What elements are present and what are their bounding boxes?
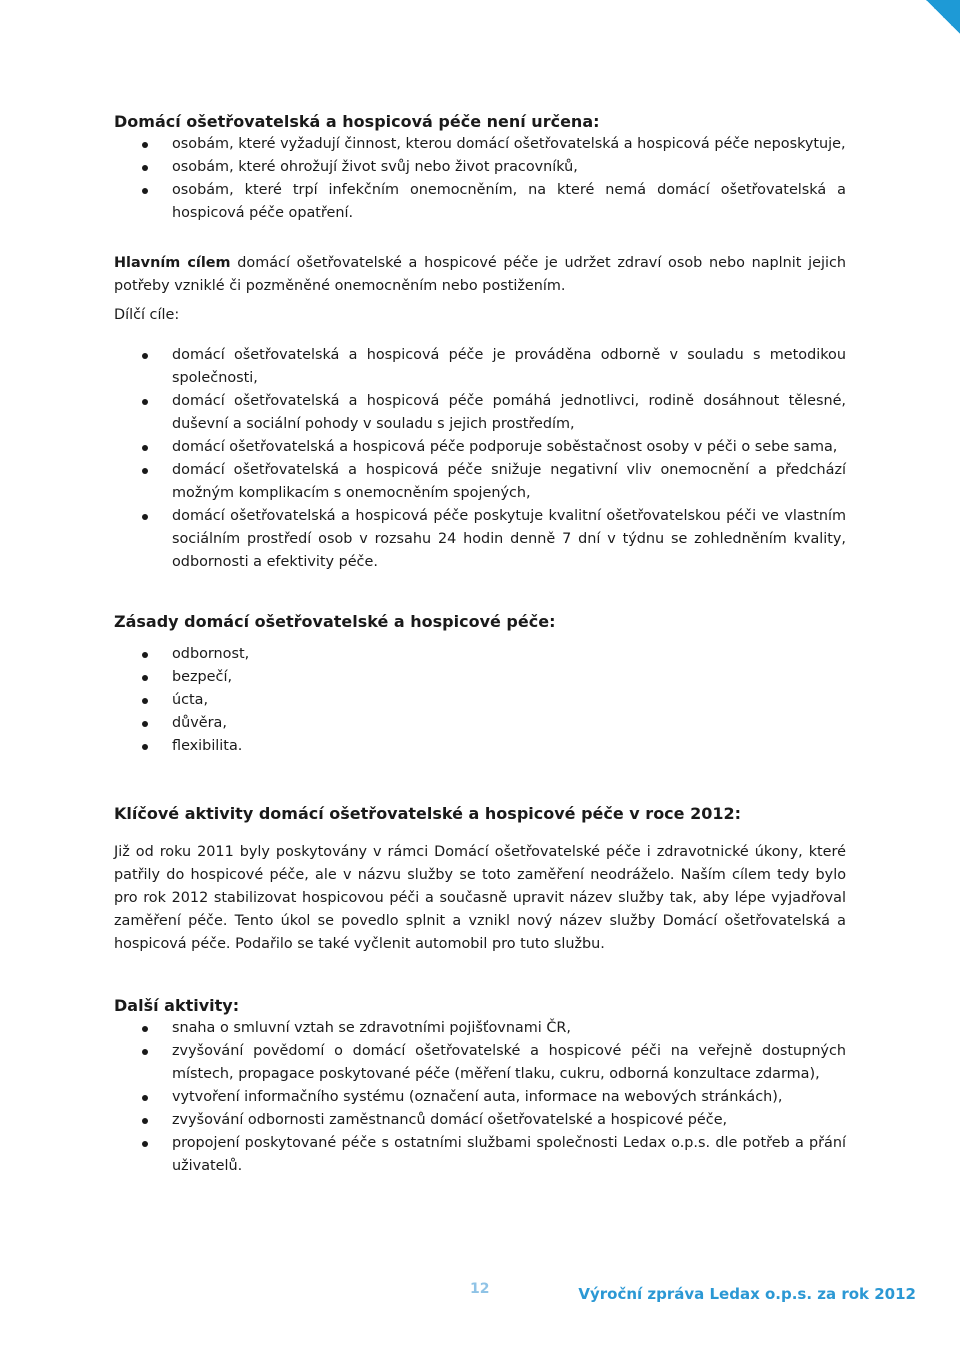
subgoals-list: [114, 344, 846, 574]
main-goal-text: domácí ošetřovatelské a hospicové péče je udržet zdraví osob nebo naplnit jejich potřeby vzniklé či pozměněné onemocněním nebo postižením.: [114, 255, 847, 294]
list-item: osobám, které trpí infekčním onemocněním, na které nemá domácí ošetřovatelská a hospicová péče opatření.: [114, 179, 846, 225]
list-item: domácí ošetřovatelská a hospicová péče pomáhá jednotlivci, rodině dosáhnout tělesné, duševní a sociální pohody v souladu s jejich prostředím,: [114, 390, 846, 436]
list-item: úcta,: [114, 689, 846, 712]
list-item: domácí ošetřovatelská a hospicová péče poskytuje kvalitní ošetřovatelskou péči ve vlastním sociálním prostředí osob v rozsahu 24 hodin denně 7 dní v týdnu se zohledněním kvality, odbornosti a efektivity péče.: [114, 505, 846, 574]
list-item: bezpečí,: [114, 666, 846, 689]
main-goal-bold: Hlavním cílem: [114, 255, 231, 271]
list-item: zvyšování povědomí o domácí ošetřovatelské a hospicové péči na veřejně dostupných místech, propagace poskytované péče (měření tlaku, cukru, odborná konzultace zdarma),: [114, 1040, 846, 1086]
list-item: odbornost,: [114, 643, 846, 666]
section-heading-not-intended: Domácí ošetřovatelská a hospicová péče není určena:: [114, 112, 600, 131]
not-intended-list: [114, 133, 846, 225]
list-item: vytvoření informačního systému (označení auta, informace na webových stránkách),: [114, 1086, 846, 1109]
list-item: flexibilita.: [114, 735, 846, 758]
list-item: osobám, které vyžadují činnost, kterou domácí ošetřovatelská a hospicová péče neposkytuje,: [114, 133, 846, 156]
main-goal-paragraph: [114, 252, 846, 298]
list-item: domácí ošetřovatelská a hospicová péče snižuje negativní vliv onemocnění a předchází možným komplikacím s onemocněním spojených,: [114, 459, 846, 505]
section-heading-other-activities: Další aktivity:: [114, 996, 240, 1015]
list-item: osobám, které ohrožují život svůj nebo život pracovníků,: [114, 156, 846, 179]
key-activities-paragraph: Již od roku 2011 byly poskytovány v rámci Domácí ošetřovatelské péče i zdravotnické úkony, které patřily do hospicové péče, ale v názvu služby se toto zaměření neodráželo. Naším cílem tedy bylo pro rok 2012 stabilizovat hospicovou péči a současně upravit název služby tak, aby lépe vyjadřoval zaměření péče. Tento úkol se povedlo splnit a vznikl nový název služby Domácí ošetřovatelská a hospicová péče. Podařilo se také vyčlenit automobil pro tuto službu.: [114, 844, 846, 952]
subgoals-label: Dílčí cíle:: [114, 307, 180, 323]
list-item: snaha o smluvní vztah se zdravotními pojišťovnami ČR,: [114, 1017, 846, 1040]
footer-title: Výroční zpráva Ledax o.p.s. za rok 2012: [578, 1285, 916, 1303]
page-content: [114, 112, 846, 1178]
list-item: důvěra,: [114, 712, 846, 735]
section-heading-principles: Zásady domácí ošetřovatelské a hospicové péče:: [114, 612, 556, 631]
list-item: propojení poskytované péče s ostatními službami společnosti Ledax o.p.s. dle potřeb a přání uživatelů.: [114, 1132, 846, 1178]
page-number: 12: [470, 1281, 490, 1297]
other-activities-list: [114, 1017, 846, 1178]
list-item: domácí ošetřovatelská a hospicová péče podporuje soběstačnost osoby v péči o sebe sama,: [114, 436, 846, 459]
corner-decoration: [926, 0, 960, 34]
section-heading-key-activities: Klíčové aktivity domácí ošetřovatelské a hospicové péče v roce 2012:: [114, 804, 742, 823]
list-item: domácí ošetřovatelská a hospicová péče je prováděna odborně v souladu s metodikou společnosti,: [114, 344, 846, 390]
list-item: zvyšování odbornosti zaměstnanců domácí ošetřovatelské a hospicové péče,: [114, 1109, 846, 1132]
principles-list: [114, 643, 846, 758]
